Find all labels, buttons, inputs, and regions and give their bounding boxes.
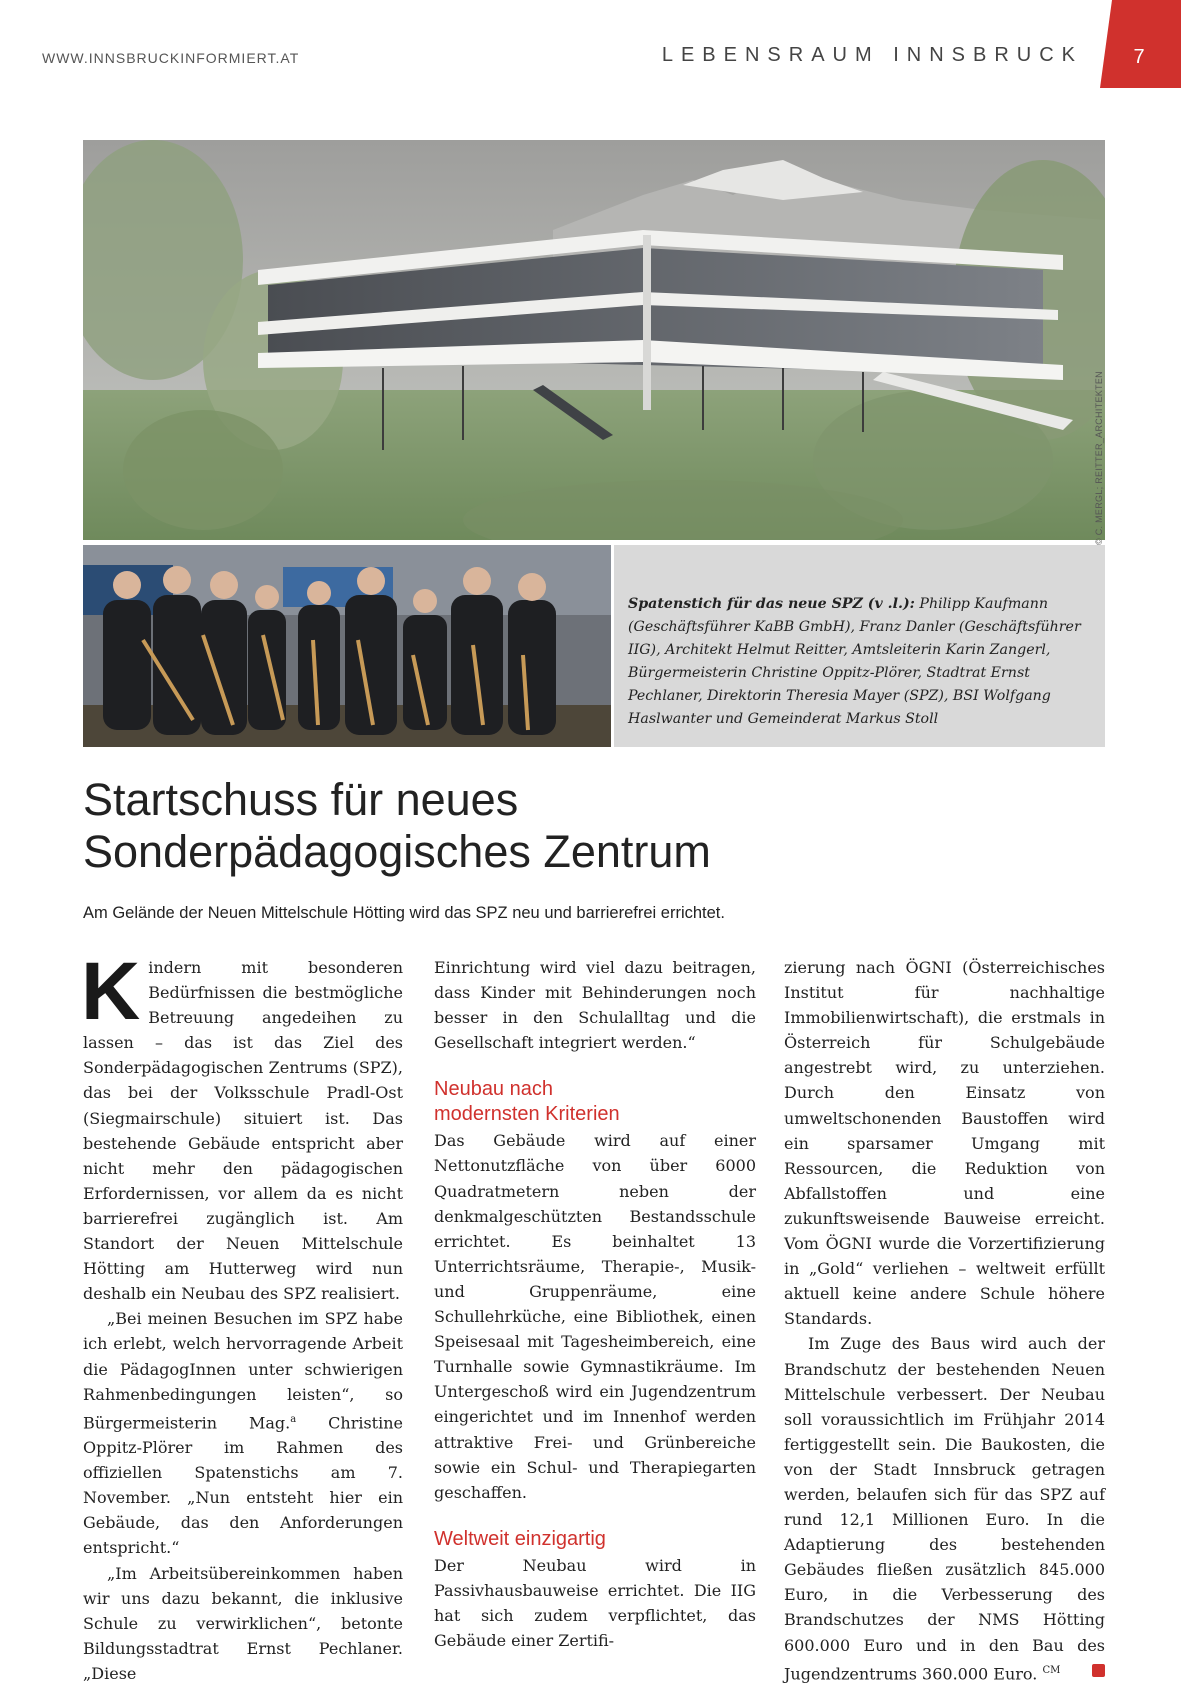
paragraph: Der Neubau wird in Passivhausbauweise errichtet. Die IIG hat sich zudem verpflichtet, das Gebäude einer Zertifi-: [434, 1555, 756, 1651]
subheading-line-2: modernsten Kriterien: [434, 1103, 620, 1126]
article-column-3: [784, 955, 1105, 1686]
caption-text: [628, 593, 1091, 731]
paragraph-text: indern mit besonderen Bedürfnissen die bestmögliche Betreuung angedeihen zu lassen – das ist das Ziel des Sonderpädagogischen Zentrums (SPZ), das bei der Volksschule Pradl-Ost (Siegmairschule) situiert ist. Das bestehende Gebäude entspricht aber nicht mehr den pädagogischen Erfordernissen, vor allem da es nicht barrierefrei zugänglich ist. Am Standort der Neuen Mittelschule Hötting am Hutterweg wird nun deshalb ein Neubau des SPZ realisiert.: [83, 958, 403, 1304]
article-lead: Am Gelände der Neuen Mittelschule Hötting wird das SPZ neu und barrierefrei errichtet.: [83, 904, 725, 922]
end-of-article-mark: [1092, 1664, 1105, 1677]
article-headline: [83, 774, 1063, 878]
section-title: LEBENSRAUM INNSBRUCK: [661, 44, 1083, 66]
caption-lead: Spatenstich für das neue SPZ (v .l.):: [628, 596, 915, 612]
photo-caption: [614, 545, 1105, 747]
superscript: a: [290, 1413, 297, 1425]
building-rendering-image: [83, 140, 1105, 540]
paragraph: zierung nach ÖGNI (Österreichisches Institut für nachhaltige Immobilienwirtschaft), die erstmals in Österreich für Schulgebäude angestrebt wird, zu unterziehen. Durch den Einsatz von umweltschonenden Baustoffen wird ein sparsamer Umgang mit Ressourcen, die Reduktion von Abfallstoffen und eine zukunftsweisende Bauweise erreicht. Vom ÖGNI wurde die Vorzertifizierung in „Gold“ verliehen – weltweit erfüllt aktuell keine andere Schule höhere Standards.: [784, 958, 1105, 1329]
paragraph-text: „Bei meinen Besuchen im SPZ habe ich erlebt, welch hervorragende Arbeit die PädagogInnen unter schwierigen Rahmenbedingungen leisten“, so Bürgermeisterin Mag.: [83, 1309, 403, 1433]
paragraph: [83, 1306, 403, 1560]
paragraph-text: Christine Oppitz-Plörer im Rahmen des offiziellen Spatenstichs am 7. November. „Nun entsteht hier ein Gebäude, das den Anforderungen entspricht.“: [83, 1413, 403, 1558]
page-number: 7: [1133, 46, 1145, 68]
paragraph-text: Im Zuge des Baus wird auch der Brandschutz der bestehenden Neuen Mittelschule verbessert. Der Neubau soll voraussichtlich im Frühjahr 2014 fertiggestellt sein. Die Baukosten, die von der Stadt Innsbruck getragen werden, belaufen sich für das SPZ auf rund 12,1 Millionen Euro. In die Adaptierung des bestehenden Gebäudes fließen zusätzlich 845.000 Euro, in die Verbesserung des Brandschutzes der NMS Hötting 600.000 Euro und in den Bau des Jugendzentrums 360.000 Euro.: [784, 1334, 1105, 1683]
headline-line-1: Startschuss für neues: [83, 774, 519, 825]
site-url[interactable]: WWW.INNSBRUCKINFORMIERT.AT: [42, 50, 300, 66]
photo-credit: © C. MERGL; REITTER_ARCHITEKTEN: [1094, 371, 1104, 545]
paragraph: [81, 946, 403, 1306]
headline-line-2: Sonderpädagogisches Zentrum: [83, 826, 711, 877]
paragraph: [784, 1331, 1105, 1686]
paragraph: Das Gebäude wird auf einer Nettonutzfläche von über 6000 Quadratmetern neben der denkmalgeschützten Bestandsschule errichtet. Es beinhaltet 13 Unterrichtsräume, Therapie-, Musik- und Gruppenräume, eine Schullehrküche, eine Bibliothek, einen Speisesaal mit Tagesheimbereich, eine Turnhalle sowie Gymnastikräume. Im Untergeschoß wird ein Jugendzentrum eingerichtet und im Innenhof werden attraktive Frei- und Grünbereiche sowie ein Schul- und Therapiegarten geschaffen.: [434, 1131, 756, 1502]
paragraph: Einrichtung wird viel dazu beitragen, dass Kinder mit Behinderungen noch besser in den Schulalltag und die Gesellschaft integriert werden.“: [434, 958, 756, 1053]
drop-cap: K: [81, 946, 141, 1037]
subheading-line-1: Neubau nach: [434, 1078, 553, 1101]
caption-body: Philipp Kaufmann (Geschäftsführer KaBB GmbH), Franz Danler (Geschäftsführer IIG), Architekt Helmut Reitter, Amtsleiterin Karin Zangerl, Bürgermeisterin Christine Oppitz-Plörer, Stadtrat Ernst Pechlaner, Direktorin Theresia Mayer (SPZ), BSI Wolfgang Haslwanter und Gemeinderat Markus Stoll: [628, 596, 1081, 727]
subheading-weltweit: Weltweit einzigartig: [434, 1527, 606, 1550]
groundbreaking-group-photo: [83, 545, 611, 747]
page-tab: [1100, 0, 1181, 88]
article-column-1: [81, 946, 403, 1686]
article-column-2: [434, 955, 756, 1653]
subheading-neubau: [434, 1077, 756, 1127]
author-signature: CM: [1042, 1664, 1061, 1676]
paragraph: „Im Arbeitsübereinkommen haben wir uns dazu bekannt, die inklusive Schule zu verwirklichen“, betonte Bildungsstadtrat Ernst Pechlaner. „Diese: [83, 1563, 403, 1683]
